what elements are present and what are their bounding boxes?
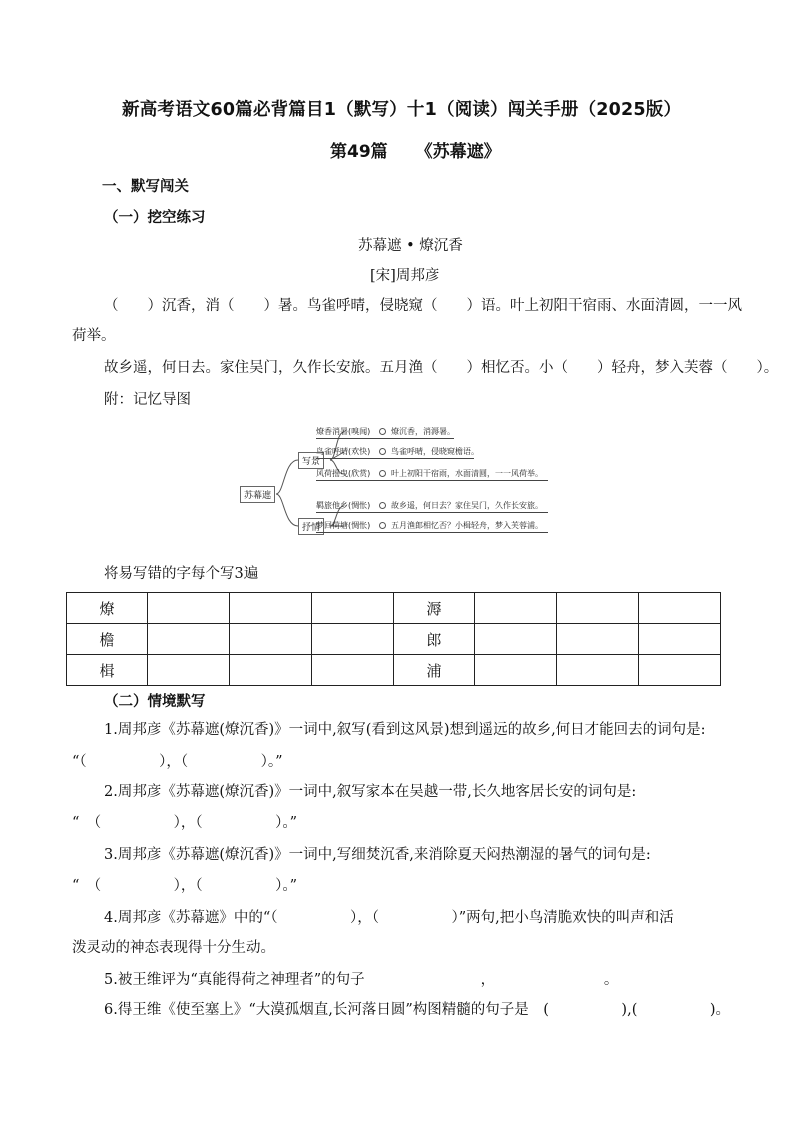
practice-cell[interactable] — [639, 593, 721, 624]
mindmap-text-3: 叶上初阳干宿雨，水面清圆，一一风荷举。 — [391, 469, 543, 478]
practice-cell[interactable] — [639, 624, 721, 655]
question-4-line-1: 4.周邦彦《苏幕遮》中的“（ ），（ ）”两句,把小鸟清脆欢快的叫声和活 — [104, 910, 674, 926]
poem-line-2: 荷举。 — [72, 328, 116, 344]
practice-cell[interactable] — [312, 593, 394, 624]
section-heading-dictation: 一、默写闯关 — [102, 179, 189, 195]
document-title: 新高考语文60篇必背篇目1（默写）十1（阅读）闯关手册（2025版） — [122, 100, 682, 120]
mindmap-text-2: 鸟雀呼晴，侵晓窥檐语。 — [391, 447, 479, 456]
question-5: 5.被王维评为“真能得荷之神理者”的句子 ， 。 — [104, 972, 619, 988]
practice-cell[interactable] — [230, 593, 312, 624]
question-3-line-1: 3.周邦彦《苏幕遮(燎沉香)》一词中,写细焚沉香,来消除夏天闷热潮湿的暑气的词句是: — [104, 847, 651, 863]
question-2-line-2: “ （ ），（ ）。” — [72, 815, 298, 831]
mindmap-dot-5 — [379, 522, 386, 529]
practice-cell[interactable] — [557, 655, 639, 686]
practice-cell[interactable] — [148, 593, 230, 624]
mindmap-node-3: 风荷摇曳(欣赏) — [316, 469, 371, 478]
practice-char: 檐 — [67, 624, 148, 655]
mindmap-label: 附：记忆导图 — [104, 392, 191, 408]
table-instruction: 将易写错的字每个写3遍 — [104, 566, 259, 582]
subsection-heading-fill-blank: （一）挖空练习 — [104, 210, 206, 226]
question-1-line-1: 1.周邦彦《苏幕遮(燎沉香)》一词中,叙写(看到这风景)想到遥远的故乡,何日才能回去的词句是: — [104, 722, 706, 738]
poem-title: 苏幕遮 • 燎沉香 — [358, 238, 463, 254]
practice-cell[interactable] — [230, 655, 312, 686]
mindmap-underline-4 — [316, 512, 548, 513]
mindmap-underline-3 — [316, 480, 548, 481]
chapter-subtitle — [330, 137, 501, 162]
mindmap-node-1: 燎香消暑(嗅闻) — [316, 427, 371, 436]
practice-cell[interactable] — [312, 655, 394, 686]
mindmap-underline-2 — [316, 458, 474, 459]
practice-char: 楫 — [67, 655, 148, 686]
poem-line-1: （ ）沉香，消（ ）暑。鸟雀呼晴，侵晓窥（ ）语。叶上初阳干宿雨、水面清圆，一一风 — [104, 298, 742, 314]
mindmap-dot-4 — [379, 502, 386, 509]
question-4-line-2: 泼灵动的神态表现得十分生动。 — [72, 940, 275, 956]
practice-char: 溽 — [394, 593, 475, 624]
memory-mindmap — [236, 418, 554, 546]
mindmap-underline-5 — [316, 532, 548, 533]
mindmap-branch-emotion: 抒情 — [298, 518, 324, 535]
practice-cell[interactable] — [557, 624, 639, 655]
question-1-line-2: “（ ），（ ）。” — [72, 754, 283, 770]
question-3-line-2: “ （ ），（ ）。” — [72, 878, 298, 894]
mindmap-underline-1 — [316, 438, 454, 439]
poem-line-3: 故乡遥，何日去。家住吴门，久作长安旅。五月渔（ ）相忆否。小（ ）轻舟，梦入芙蓉（ ）。 — [104, 360, 779, 376]
practice-cell[interactable] — [475, 593, 557, 624]
mindmap-root: 苏幕遮 — [240, 486, 275, 503]
mindmap-text-5: 五月渔郎相忆否？小楫轻舟，梦入芙蓉浦。 — [391, 521, 543, 530]
mindmap-node-5: 梦回荷塘(惆怅) — [316, 521, 371, 530]
practice-cell[interactable] — [148, 624, 230, 655]
practice-cell[interactable] — [557, 593, 639, 624]
practice-cell[interactable] — [148, 655, 230, 686]
practice-cell[interactable] — [230, 624, 312, 655]
mindmap-branch-scene: 写景 — [298, 452, 324, 469]
subsection-heading-context: （二）情境默写 — [104, 694, 206, 710]
practice-char: 浦 — [394, 655, 475, 686]
poem-author: [宋]周邦彦 — [370, 268, 440, 284]
chapter-name: 《苏幕遮》 — [415, 142, 501, 162]
question-2-line-1: 2.周邦彦《苏幕遮(燎沉香)》一词中,叙写家本在吴越一带,长久地客居长安的词句是: — [104, 784, 637, 800]
table-row — [67, 655, 721, 686]
table-row — [67, 593, 721, 624]
table-row — [67, 624, 721, 655]
mindmap-text-4: 故乡遥，何日去？家住吴门，久作长安旅。 — [391, 501, 543, 510]
mindmap-node-4: 羁旅他乡(惆怅) — [316, 501, 371, 510]
mindmap-node-2: 鸟雀呼晴(欢快) — [316, 447, 371, 456]
mindmap-text-1: 燎沉香，消溽暑。 — [391, 427, 455, 436]
practice-table — [66, 592, 721, 686]
practice-char: 燎 — [67, 593, 148, 624]
mindmap-dot-2 — [379, 448, 386, 455]
practice-cell[interactable] — [312, 624, 394, 655]
practice-cell[interactable] — [475, 655, 557, 686]
practice-cell[interactable] — [639, 655, 721, 686]
chapter-number: 第49篇 — [330, 142, 388, 162]
practice-char: 郎 — [394, 624, 475, 655]
mindmap-dot-3 — [379, 470, 386, 477]
question-6: 6.得王维《使至塞上》“大漠孤烟直,长河落日圆”构图精髓的句子是 ( ),( )。 — [104, 1002, 731, 1018]
mindmap-dot-1 — [379, 428, 386, 435]
practice-cell[interactable] — [475, 624, 557, 655]
